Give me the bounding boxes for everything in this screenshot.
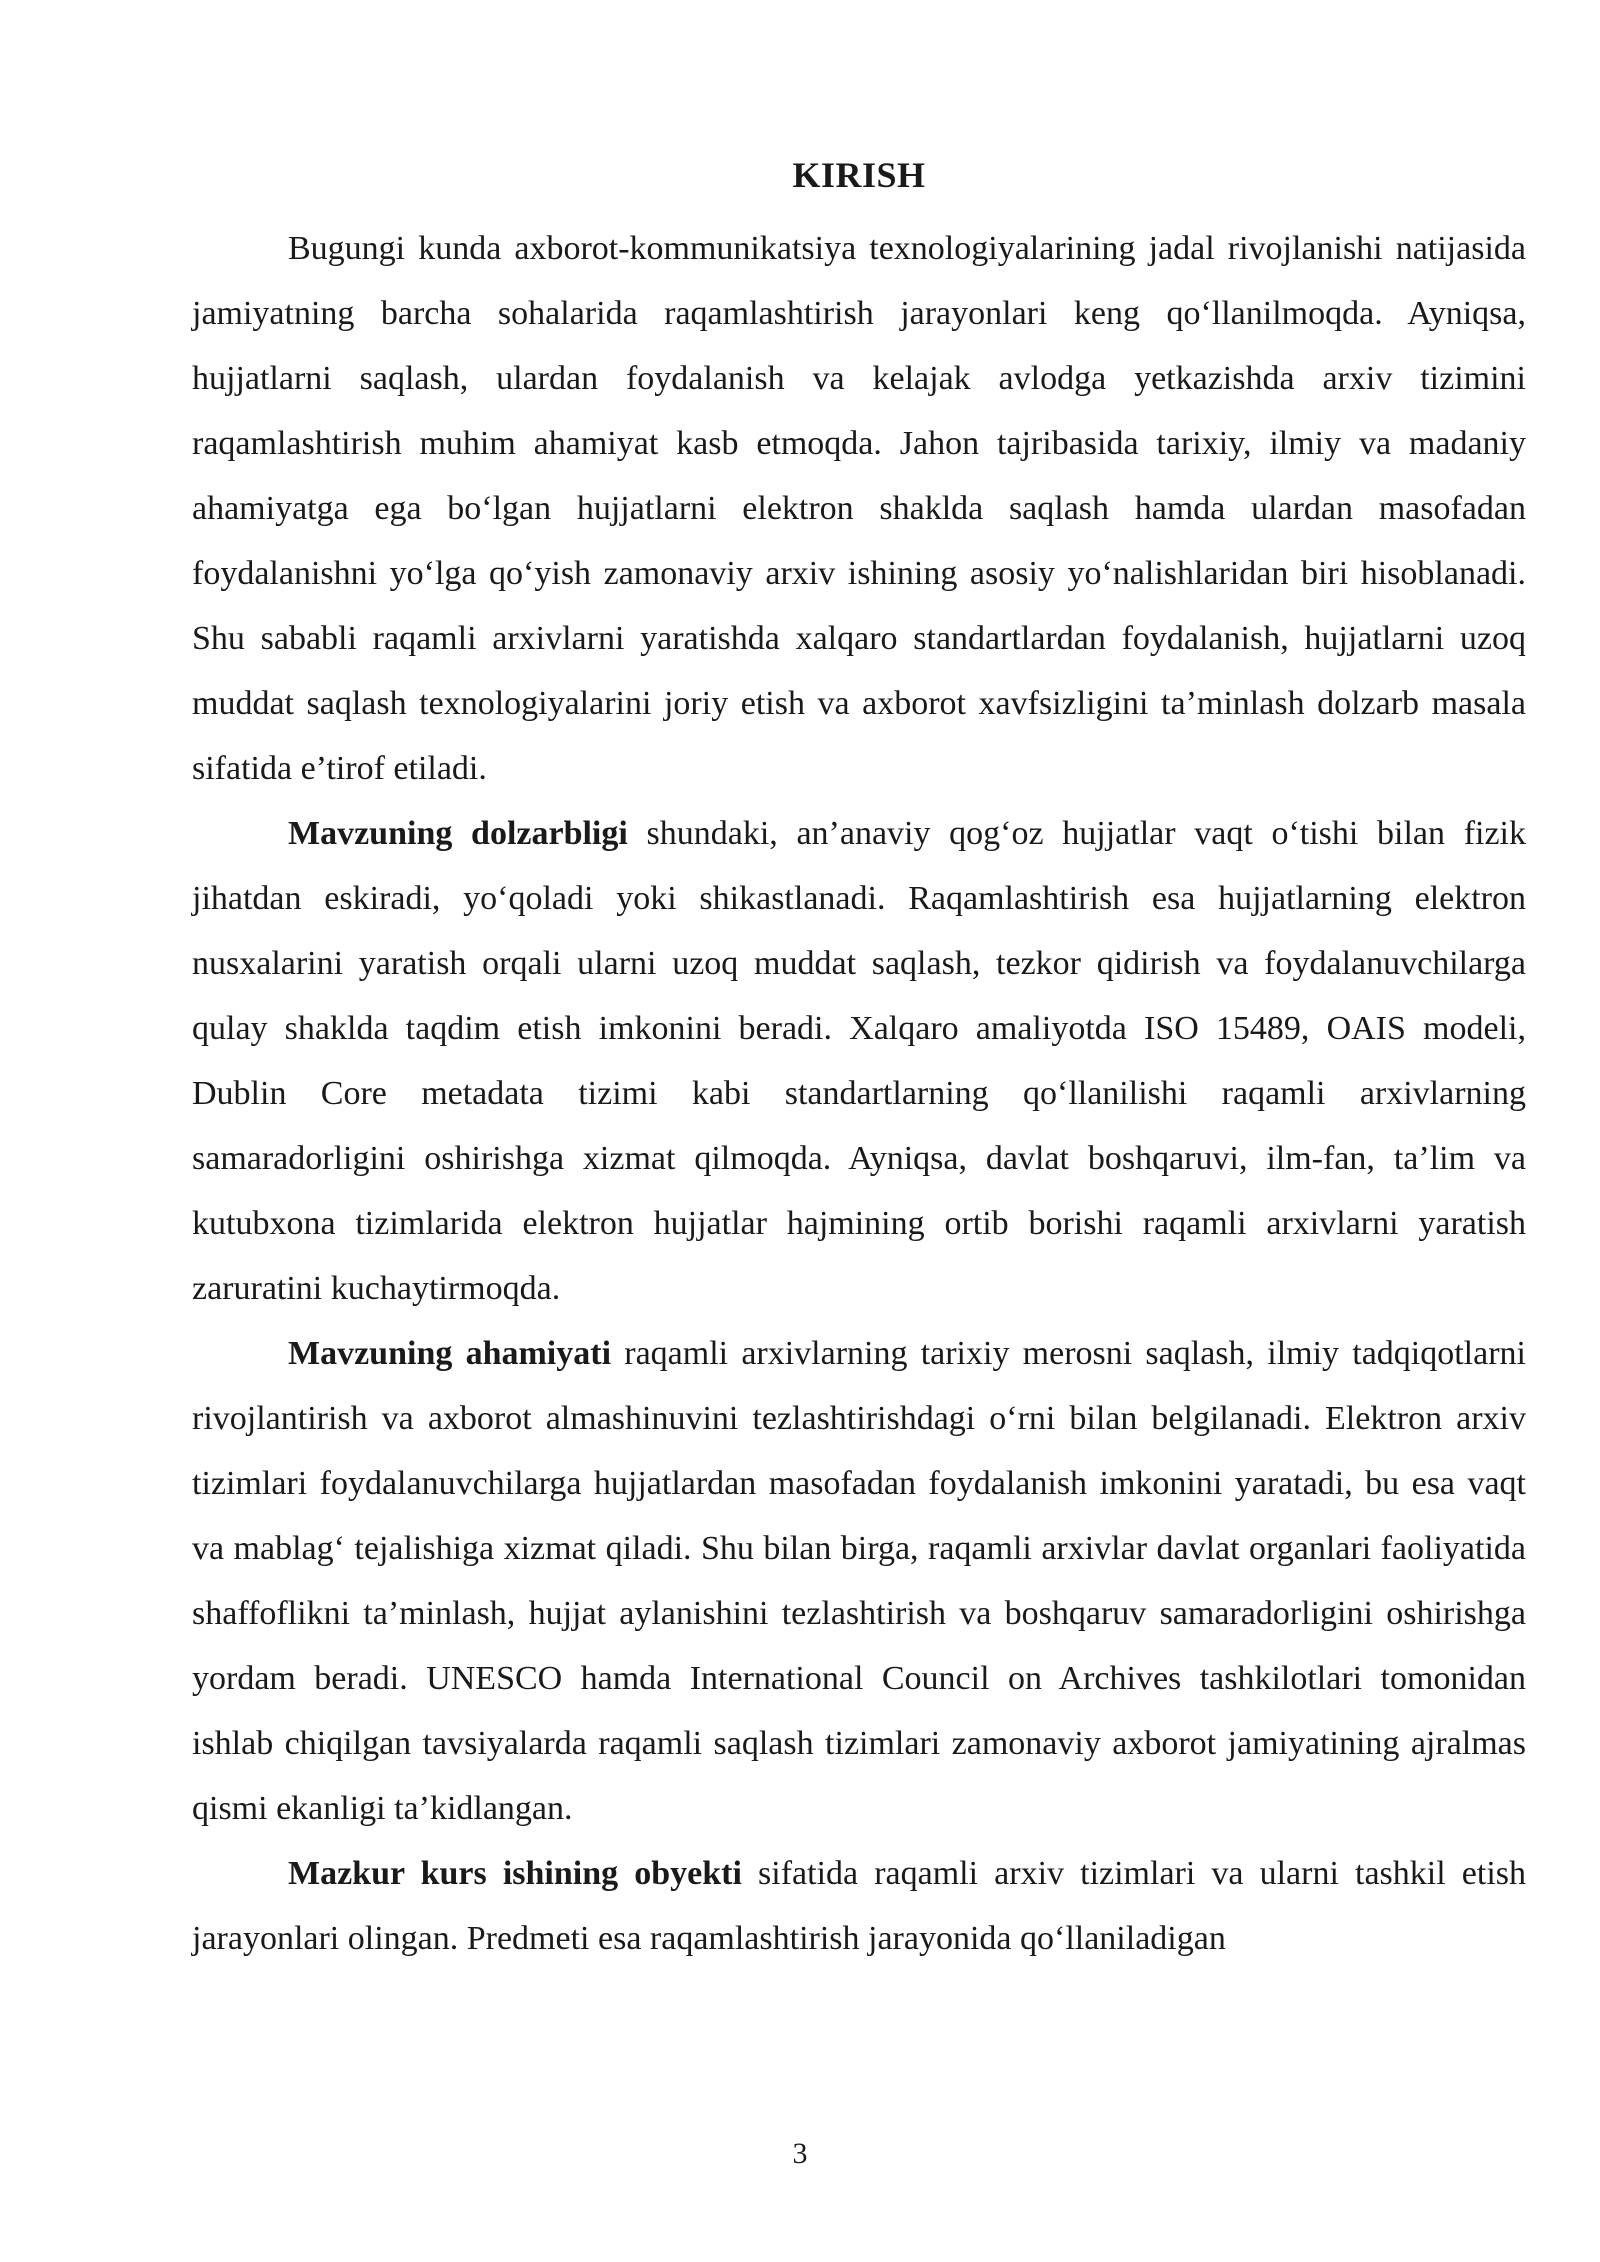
section-heading: KIRISH (792, 155, 926, 195)
paragraph-object (192, 1841, 1526, 1971)
paragraph-intro-text: Bugungi kunda axborot-kommunikatsiya texnologiyalarining jadal rivojlanishi natijasida jamiyatning barcha sohalarida raqamlashtirish jarayonlari keng qo‘llanilmoqda. Ayniqsa, hujjatlarni saqlash, ulardan foydalanish va kelajak avlodga yetkazishda arxiv tizimini raqamlashtirish muhim ahamiyat kasb etmoqda. Jahon tajribasida tarixiy, ilmiy va madaniy ahamiyatga ega bo‘lgan hujjatlarni elektron shaklda saqlash hamda ulardan masofadan foydalanishni yo‘lga qo‘yish zamonaviy arxiv ishining asosiy yo‘nalishlaridan biri hisoblanadi. Shu sababli raqamli arxivlarni yaratishda xalqaro standartlardan foydalanish, hujjatlarni uzoq muddat saqlash texnologiyalarini joriy etish va axborot xavfsizligini ta’minlash dolzarb masala sifatida e’tirof etiladi. (192, 230, 1526, 787)
paragraph-relevance (192, 801, 1526, 1321)
paragraph-object-lead: Mazkur kurs ishining obyekti (288, 1855, 742, 1892)
paragraph-intro (192, 216, 1526, 801)
paragraph-importance (192, 1321, 1526, 1841)
paragraph-relevance-text: shundaki, an’anaviy qog‘oz hujjatlar vaqt o‘tishi bilan fizik jihatdan eskiradi, yo‘qoladi yoki shikastlanadi. Raqamlashtirish esa hujjatlarning elektron nusxalarini yaratish orqali ularni uzoq muddat saqlash, tezkor qidirish va foydalanuvchilarga qulay shaklda taqdim etish imkonini beradi. Xalqaro amaliyotda ISO 15489, OAIS modeli, Dublin Core metadata tizimi kabi standartlarning qo‘llanilishi raqamli arxivlarning samaradorligini oshirishga xizmat qilmoqda. Ayniqsa, davlat boshqaruvi, ilm-fan, ta’lim va kutubxona tizimlarida elektron hujjatlar hajmining ortib borishi raqamli arxivlarni yaratish zaruratini kuchaytirmoqda. (192, 815, 1527, 1307)
paragraph-importance-lead: Mavzuning ahamiyati (288, 1335, 612, 1372)
paragraph-importance-text: raqamli arxivlarning tarixiy merosni saqlash, ilmiy tadqiqotlarni rivojlantirish va axborot almashinuvini tezlashtirishdagi o‘rni bilan belgilanadi. Elektron arxiv tizimlari foydalanuvchilarga hujjatlardan masofadan foydalanish imkonini yaratadi, bu esa vaqt va mablag‘ tejalishiga xizmat qiladi. Shu bilan birga, raqamli arxivlar davlat organlari faoliyatida shaffoflikni ta’minlash, hujjat aylanishini tezlashtirish va boshqaruv samaradorligini oshirishga yordam beradi. UNESCO hamda International Council on Archives tashkilotlari tomonidan ishlab chiqilgan tavsiyalarda raqamli saqlash tizimlari zamonaviy axborot jamiyatining ajralmas qismi ekanligi ta’kidlangan. (192, 1335, 1526, 1827)
paragraph-relevance-lead: Mavzuning dolzarbligi (288, 815, 628, 852)
page-content (192, 150, 1526, 1971)
page-number: 3 (792, 2137, 808, 2170)
paragraph-object-text: sifatida raqamli arxiv tizimlari va ularni tashkil etish jarayonlari olingan. Predmeti esa raqamlashtirish jarayonida qo‘llaniladigan (192, 1855, 1527, 1957)
